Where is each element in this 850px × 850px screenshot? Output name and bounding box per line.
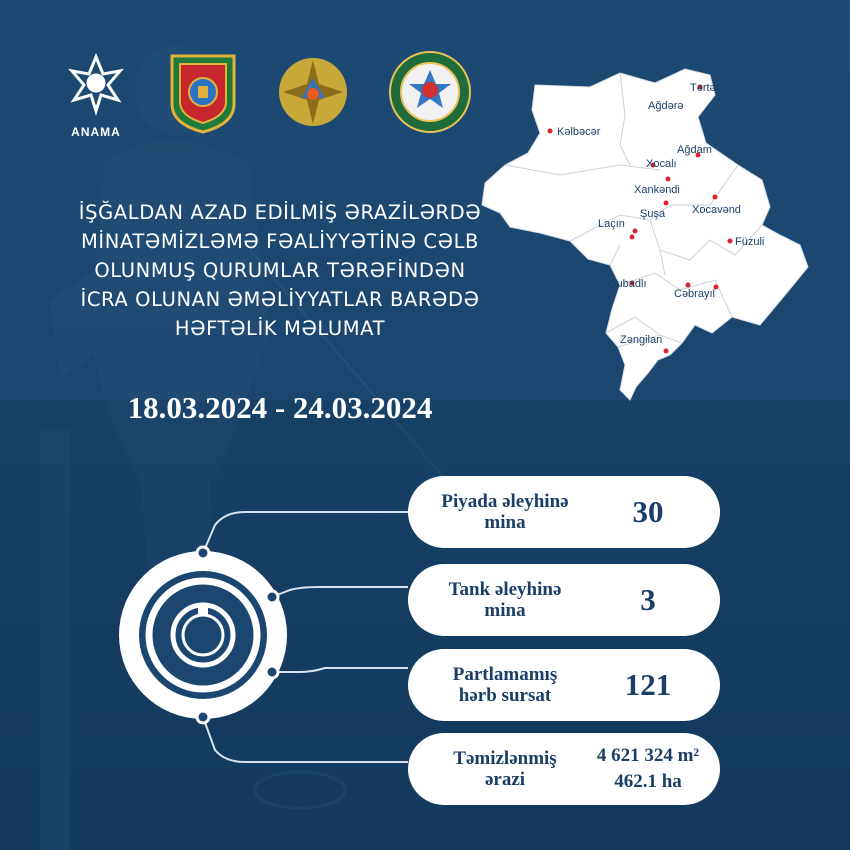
stat-card-uxo	[408, 649, 720, 721]
stat-card-cleared-area	[408, 733, 720, 805]
stat-value: 3	[640, 582, 656, 617]
map-label-qubadli: Qubadlı	[608, 278, 647, 290]
title-line: HƏFTƏLİK MƏLUMAT	[174, 317, 386, 340]
stat-label: Partlamamış hərb sursat	[452, 664, 558, 706]
anama-label: ANAMA	[71, 125, 121, 139]
date-range: 18.03.2024 - 24.03.2024	[127, 390, 433, 425]
map-label-agdam: Ağdam	[677, 144, 712, 156]
stat-label: Tank əleyhinə mina	[448, 579, 562, 621]
area-hectares: 462.1 ha	[614, 771, 682, 792]
map-label-cebrayil: Cəbrayıl	[674, 288, 715, 300]
stat-label: Təmizlənmiş ərazi	[453, 748, 557, 790]
map-label-agdere: Ağdərə	[648, 100, 684, 112]
title-line: OLUNMUŞ QURUMLAR TƏRƏFİNDƏN	[94, 259, 466, 282]
map-label-lacin: Laçın	[598, 218, 625, 230]
stat-card-antipersonnel	[408, 476, 720, 548]
stat-value: 30	[632, 494, 664, 529]
stat-value: 121	[624, 667, 672, 702]
map-label-xocali: Xocalı	[646, 158, 677, 170]
stat-value	[578, 733, 718, 805]
title-line: İCRA OLUNAN ƏMƏLİYYATLAR BARƏDƏ	[80, 288, 480, 311]
map-label-kelbecer: Kəlbəcər	[557, 126, 601, 138]
stat-card-antitank	[408, 564, 720, 636]
map-label-terter: Tərtər	[690, 82, 720, 94]
map-label-fuzuli: Füzuli	[735, 236, 765, 248]
title-line: İŞĞALDAN AZAD EDİLMİŞ ƏRAZİLƏRDƏ	[78, 201, 482, 224]
title-line: MİNATƏMİZLƏMƏ FƏALİYYƏTİNƏ CƏLB	[80, 230, 480, 253]
stat-label: Piyada əleyhinə mina	[441, 491, 569, 533]
map-label-susa: Şuşa	[640, 208, 666, 220]
map-label-xocavend: Xocavənd	[692, 204, 741, 216]
map-label-zengilan: Zəngilan	[620, 334, 663, 346]
area-square-meters: 4 621 324 m²	[596, 745, 700, 766]
map-label-xankendi: Xankəndi	[634, 184, 680, 196]
